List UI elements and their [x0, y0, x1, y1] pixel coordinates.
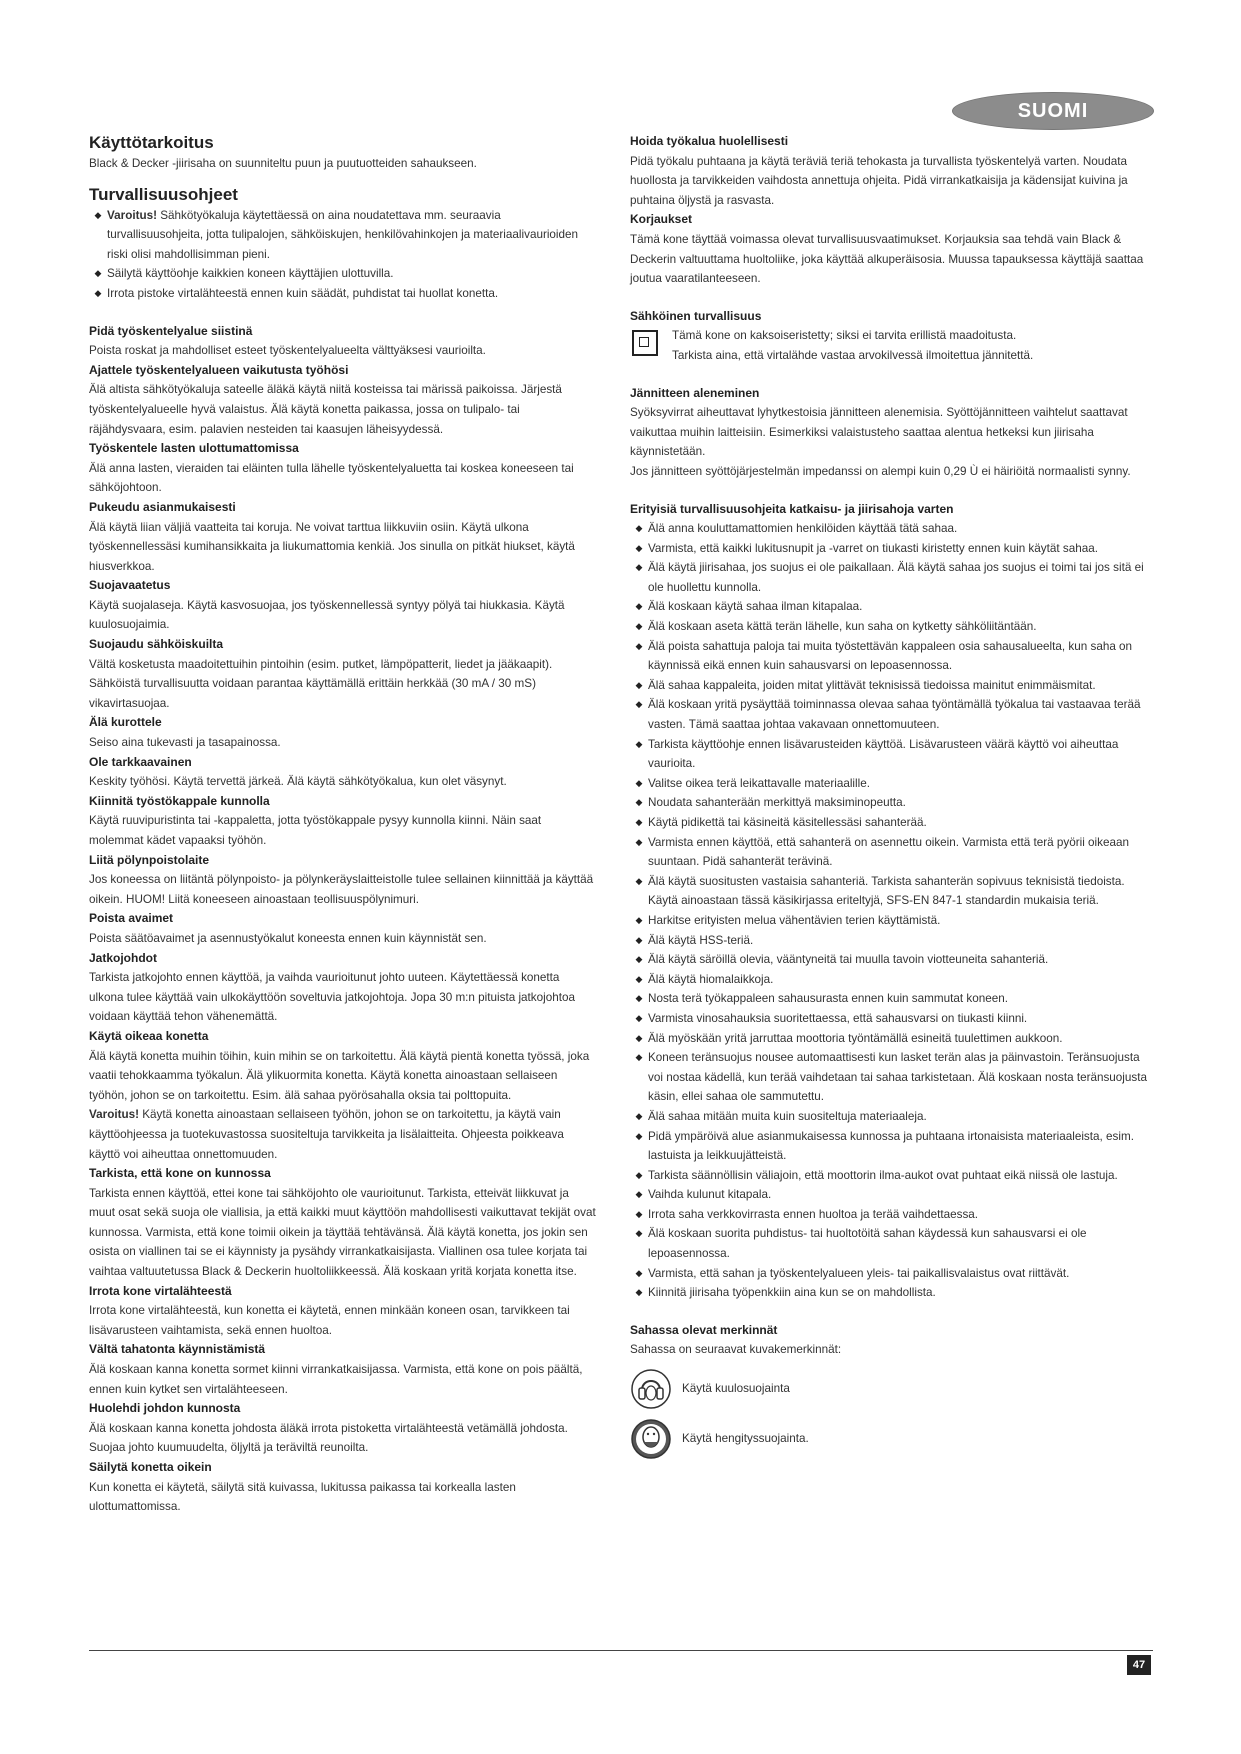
section-heading: Korjaukset: [630, 212, 693, 227]
section-heading: Työskentele lasten ulottumattomissa: [89, 441, 299, 456]
bullet-icon: ◆: [635, 1052, 643, 1063]
section-text: Älä altista sähkötyökaluja sateelle äläkä käytä niitä kosteissa tai märissä paikoissa. Järjestä työskentelyalueelle hyvä valaistus. Älä käytä konetta paikassa, jossa on tulipalo- tai räjähdysvaara, esim. palavien nesteiden tai kaasujen läheisyydessä.: [89, 383, 562, 436]
section-text: Jos koneessa on liitäntä pölynpoisto- ja pölynkeräyslaitteistolle tulee sellainen kiinnittää ja käyttää oikein. HUOM! Liitä koneeseen ainoastaan teollisuuspölynimuri.: [89, 873, 594, 906]
section-heading: Liitä pölynpoistolaite: [89, 852, 210, 867]
section-heading: Suojaudu sähköiskuilta: [89, 637, 224, 652]
bullet-icon: ◆: [94, 287, 102, 298]
ear-protection-label: [630, 1368, 1150, 1410]
list-item-text: Noudata sahanterään merkittyä maksiminopeutta.: [648, 796, 906, 810]
list-item: [89, 206, 597, 265]
bullet-icon: ◆: [635, 1208, 643, 1219]
section-text: Tämä kone on kaksoiseristetty; siksi ei tarvita erillistä maadoitusta.: [672, 329, 1017, 343]
bullet-icon: ◆: [635, 699, 643, 710]
section-heading: Hoida työkalua huolellisesti: [630, 134, 789, 148]
section-text: Älä anna lasten, vieraiden tai eläinten tulla lähelle työskentelyaluetta tai koskea koneeseen tai sähköjohtoon.: [89, 461, 574, 495]
section-heading: Kiinnitä työstökappale kunnolla: [89, 793, 270, 808]
intended-use-text: Black & Decker -jiirisaha on suunniteltu puun ja puutuotteiden sahaukseen.: [89, 157, 477, 170]
list-item-text: Älä anna kouluttamattomien henkilöiden käyttää tätä sahaa.: [648, 522, 958, 536]
list-item-text: Käytä pidikettä tai käsineitä käsitellessäsi sahanterää.: [648, 816, 927, 829]
section-text: Seiso aina tukevasti ja tasapainossa.: [89, 736, 281, 750]
list-item-text: Tarkista käyttöohje ennen lisävarusteiden käyttöä. Lisävarusteen väärä käyttö voi aiheuttaa vaurioita.: [648, 737, 1119, 771]
section-heading: Käytä oikeaa konetta: [89, 1028, 209, 1043]
list-item-text: Älä käytä suositusten vastaisia sahanteriä. Tarkista sahanterän sopivuus teknisistä tiedoista. Käytä ainoastaan tässä käsikirjassa eriteltyjä, SFS-EN 847-1 standardin mukaisia teriä.: [648, 874, 1125, 908]
section-heading: Säilytä konetta oikein: [89, 1460, 212, 1474]
list-item-text: Irrota saha verkkovirrasta ennen huoltoa ja terää vaihdettaessa.: [648, 1207, 979, 1221]
list-item-text: Älä käytä hiomalaikkoja.: [648, 972, 774, 986]
list-item: [630, 872, 1150, 911]
bullet-icon: ◆: [635, 523, 643, 534]
list-item-text: Harkitse erityisten melua vähentävien terien käyttämistä.: [648, 913, 941, 927]
bullet-icon: ◆: [635, 914, 643, 925]
bullet-icon: ◆: [635, 797, 643, 808]
list-item-text: Nosta terä työkappaleen sahausurasta ennen kuin sammutat koneen.: [648, 992, 1008, 1006]
list-item: [630, 539, 1150, 559]
section-text: Jos jännitteen syöttöjärjestelmän impedanssi on alempi kuin 0,29 Ù ei häiriöitä normaalisti synny.: [630, 464, 1131, 478]
list-item-text: Älä sahaa mitään muita kuin suositeltuja materiaaleja.: [648, 1109, 927, 1123]
section-heading: Sahassa olevat merkinnät: [630, 1322, 778, 1337]
list-item-text: Säilytä käyttöohje kaikkien koneen käyttäjien ulottuvilla.: [107, 267, 394, 281]
section-heading: Jännitteen aleneminen: [630, 385, 760, 400]
warning-text: Sähkötyökaluja käytettäessä on aina noudatettava mm. seuraavia turvallisuusohjeita, jotta tulipalojen, sähköiskujen, henkilövahinkojen ja materiaalivaurioiden riski olisi mahdollisimman pieni.: [107, 208, 579, 261]
list-item: [630, 597, 1150, 617]
bullet-icon: ◆: [635, 1228, 643, 1239]
list-item: [630, 519, 1150, 539]
section-heading: Huolehdi johdon kunnosta: [89, 1401, 241, 1416]
list-item-text: Älä koskaan yritä pysäyttää toiminnassa olevaa sahaa työntämällä työkalua tai vastaavaa terää vasten. Tämä saattaa johtaa vakavaan onnettomuuteen.: [648, 698, 1141, 732]
list-item-text: Älä sahaa kappaleita, joiden mitat ylittävät teknisissä tiedoissa mainitut enimmäismitat.: [648, 678, 1096, 692]
respiratory-protection-label: [630, 1418, 1150, 1460]
list-item-text: Vaihda kulunut kitapala.: [648, 1188, 772, 1202]
section-text: Käytä ruuvipuristinta tai -kappaletta, jotta työstökappale pysyy kunnolla kiinni. Näin saat molemmat kädet vapaaksi työhön.: [89, 814, 542, 847]
section-heading: Tarkista, että kone on kunnossa: [89, 1166, 271, 1181]
list-item: [630, 1166, 1150, 1186]
section-heading: Vältä tahatonta käynnistämistä: [89, 1342, 266, 1357]
list-item-text: Koneen teränsuojus nousee automaattisesti kun lasket terän alas ja päinvastoin. Teränsuojusta voi nostaa kädellä, kun terää vaihdetaan tai sahaa tarkistetaan. Älä koskaan nosta teränsuojusta käsin, ellei sahaa ole sammutettu.: [648, 1051, 1147, 1104]
list-item: [630, 1029, 1150, 1049]
section-heading: Sähköinen turvallisuus: [630, 308, 762, 323]
list-item: [630, 989, 1150, 1009]
bullet-icon: ◆: [635, 836, 643, 847]
section-text: Poista säätöavaimet ja asennustyökalut koneesta ennen kuin käynnistät sen.: [89, 931, 487, 945]
respiratory-protection-text: Käytä hengityssuojainta.: [682, 1432, 809, 1446]
section-text: Tarkista aina, että virtalähde vastaa arvokilvessä ilmoitettua jännitettä.: [672, 348, 1034, 362]
bullet-icon: ◆: [635, 1110, 643, 1121]
list-item-text: Valitse oikea terä leikattavalle materiaalille.: [648, 776, 870, 790]
list-item: [630, 970, 1150, 990]
list-item: [630, 1264, 1150, 1284]
list-item: [630, 1127, 1150, 1166]
list-item: [630, 735, 1150, 774]
list-item: [630, 1185, 1150, 1205]
section-text: Kun konetta ei käytetä, säilytä sitä kuivassa, lukitussa paikassa tai korkealla lasten ulottumattomissa.: [89, 1480, 516, 1514]
list-item-text: Varmista, että kaikki lukitusnupit ja -varret on tiukasti kiristetty ennen kuin käytät sahaa.: [648, 541, 1098, 555]
section-heading: Erityisiä turvallisuusohjeita katkaisu- ja jiirisahoja varten: [630, 501, 954, 516]
intended-use-title: Käyttötarkoitus: [89, 133, 214, 152]
list-item-text: Älä koskaan suorita puhdistus- tai huoltotöitä sahan käydessä kun sahausvarsi ei ole lepoasennossa.: [648, 1227, 1087, 1261]
list-item: [630, 813, 1150, 833]
list-item: [89, 264, 597, 284]
section-text: Tarkista jatkojohto ennen käyttöä, ja vaihda vaurioitunut johto uuteen. Käytettäessä konetta ulkona tulee käyttää vain ulkokäyttöön soveltuvia jatkojohtoja. Jopa 30 m:n pituista jatkojohtoa voidaan käyttää tehon vähenemättä.: [89, 971, 575, 1024]
section-text: Vältä kosketusta maadoitettuihin pintoihin (esim. putket, lämpöpatterit, liedet ja jääkaapit). Sähköistä turvallisuutta voidaan parantaa käyttämällä erittäin herkkää (30 mA / 30 mS) vikavirtasuojaa.: [89, 657, 553, 710]
ear-protection-icon: [630, 1368, 672, 1410]
bullet-icon: ◆: [635, 1169, 643, 1180]
list-item-text: Kiinnitä jiirisaha työpenkkiin aina kun se on mahdollista.: [648, 1286, 936, 1300]
bullet-icon: ◆: [635, 601, 643, 612]
bullet-icon: ◆: [635, 934, 643, 945]
section-text: Syöksyvirrat aiheuttavat lyhytkestoisia jännitteen alenemisia. Syöttöjännitteen vaihtelut saattavat vaikuttaa muihin laitteisiin. Esimerkiksi valaistusteho saattaa alentua hetkeksi kun jiirisaha käynnistetään.: [630, 406, 1128, 459]
respiratory-mask-icon: [630, 1418, 672, 1460]
section-text: Älä koskaan kanna konetta johdosta äläkä irrota pistoketta virtalähteestä vetämällä johdosta. Suojaa johto kuumuudelta, öljyltä ja teräviltä reunoilta.: [89, 1421, 568, 1455]
bullet-icon: ◆: [635, 1130, 643, 1141]
list-item-text: Pidä ympäröivä alue asianmukaisessa kunnossa ja puhtaana irtonaisista materiaaleista, esim. lastuista ja leikkuujätteistä.: [648, 1129, 1134, 1163]
list-item-text: Irrota pistoke virtalähteestä ennen kuin säädät, puhdistat tai huollat konetta.: [107, 286, 499, 300]
bullet-icon: ◆: [635, 777, 643, 788]
bullet-icon: ◆: [635, 542, 643, 553]
section-text: Sahassa on seuraavat kuvakemerkinnät:: [630, 1343, 842, 1357]
list-item-text: Älä käytä jiirisahaa, jos suojus ei ole paikallaan. Älä käytä sahaa jos suojus ei toimi tai jos sitä ei ole huollettu kunnolla.: [648, 561, 1144, 594]
safety-title: Turvallisuusohjeet: [89, 184, 238, 204]
bullet-icon: ◆: [635, 1287, 643, 1298]
list-item: [630, 558, 1150, 597]
warning-text: Käytä konetta ainoastaan sellaiseen työhön, johon se on tarkoitettu, ja käytä vain käyttöohjeessa ja tuotekuvastossa suositeltuja tarvikkeita ja lisälaitteita. Ohjeesta poikkeava käyttö voi aiheuttaa onnettomuuden.: [89, 1108, 564, 1161]
bullet-icon: ◆: [635, 640, 643, 651]
list-item-text: Varmista vinosahauksia suoritettaessa, että sahausvarsi on tiukasti kiinni.: [648, 1011, 1028, 1025]
list-item: [89, 284, 597, 304]
bullet-icon: ◆: [635, 817, 643, 827]
section-heading: Ole tarkkaavainen: [89, 754, 192, 769]
section-text: Irrota kone virtalähteestä, kun konetta ei käytetä, ennen minkään koneen osan, tarvikkeen tai lisävarusteen vaihtamista, sekä ennen huoltoa.: [89, 1304, 570, 1337]
list-item-text: Älä käytä HSS-teriä.: [648, 933, 754, 947]
list-item-text: Älä myöskään yritä jarruttaa moottoria työntämällä esineitä tuulettimen aukkoon.: [648, 1031, 1063, 1045]
list-item: [630, 1205, 1150, 1225]
language-badge: SUOMI: [952, 92, 1154, 130]
list-item-text: Älä poista sahattuja paloja tai muita työstettävän kappaleen osia sahausalueelta, kun saha on käynnissä eikä ennen kuin sahausvarsi on lepoasennossa.: [648, 639, 1133, 673]
right-column: [630, 132, 1150, 1460]
section-warning: [89, 1105, 597, 1164]
section-text: Poista roskat ja mahdolliset esteet työskentelyalueelta välttyäksesi vaurioilta.: [89, 344, 486, 358]
list-item: [630, 695, 1150, 734]
section-heading: Poista avaimet: [89, 911, 174, 926]
list-item-text: Älä käytä säröillä olevia, vääntyneitä tai muulla tavoin viotteuneita sahanteriä.: [648, 953, 1049, 967]
left-column: [89, 132, 597, 1517]
bullet-icon: ◆: [635, 954, 643, 965]
section-text: Älä koskaan kanna konetta sormet kiinni virrankatkaisijassa. Varmista, että kone on pois päältä, ennen kuin kytket sen virtalähteeseen.: [89, 1363, 583, 1396]
bullet-icon: ◆: [635, 621, 643, 632]
list-item: [630, 1107, 1150, 1127]
bullet-icon: ◆: [94, 268, 102, 279]
section-text: Keskity työhösi. Käytä tervettä järkeä. Älä käytä sähkötyökalua, kun olet väsynyt.: [89, 775, 507, 789]
footer-divider: [89, 1650, 1153, 1651]
list-item-text: Älä koskaan aseta kättä terän lähelle, kun saha on kytketty sähköliitäntään.: [648, 620, 1037, 634]
bullet-icon: ◆: [635, 973, 643, 984]
bullet-icon: ◆: [635, 875, 643, 886]
warning-label: Varoitus!: [107, 208, 158, 222]
list-item-text: Tarkista säännöllisin väliajoin, että moottorin ilma-aukot ovat puhtaat eikä niissä ole lastuja.: [648, 1168, 1118, 1182]
page-number: 47: [1127, 1655, 1151, 1675]
bullet-icon: ◆: [635, 679, 643, 690]
section-text: Älä käytä liian väljiä vaatteita tai koruja. Ne voivat tarttua liikkuviin osiin. Käytä ulkona työskennellessäsi kumihansikkaita ja liukumattomia kenkiä. Jos sinulla on pitkät hiukset, käytä hiusverkkoa.: [89, 520, 575, 573]
bullet-icon: ◆: [635, 993, 643, 1004]
section-heading: Irrota kone virtalähteestä: [89, 1283, 232, 1298]
section-text: Pidä työkalu puhtaana ja käytä teräviä teriä tehokasta ja turvallista työskentelyä varten. Noudata huollosta ja tarvikkeiden vaihdosta annettuja ohjeita. Pidä virrankatkaisija ja kädensijat kuivina ja puhtaina öljystä ja rasvasta.: [630, 154, 1128, 207]
section-text: Käytä suojalaseja. Käytä kasvosuojaa, jos työskennellessä syntyy pölyä tai hiukkasia. Käytä kuulosuojaimia.: [89, 598, 565, 632]
bullet-icon: ◆: [635, 562, 643, 573]
list-item-text: Varmista ennen käyttöä, että sahanterä on asennettu oikein. Varmista että terä pyörii oikeaan suuntaan. Pidä sahanterät terävinä.: [648, 835, 1129, 869]
bullet-icon: ◆: [94, 209, 102, 220]
list-item-text: Varmista, että sahan ja työskentelyalueen yleis- tai paikallisvalaistus ovat riittävät.: [648, 1266, 1070, 1280]
double-insulation-icon: [632, 330, 658, 356]
section-heading: Ajattele työskentelyalueen vaikutusta työhösi: [89, 362, 349, 377]
section-heading: Jatkojohdot: [89, 950, 157, 965]
list-item: [630, 617, 1150, 637]
list-item: [630, 1048, 1150, 1107]
section-heading: Suojavaatetus: [89, 578, 171, 593]
list-item: [630, 637, 1150, 676]
section-text: Älä käytä konetta muihin töihin, kuin mihin se on tarkoitettu. Älä käytä pientä konetta työssä, joka vaatii tehokkaamma työkalun. Älä ylikuormita konetta. Käytä konetta ainoastaan sellaiseen työhön, johon se on tarkoitettu. Esim. älä sahaa pyörösahalla oksia tai polttopuita.: [89, 1049, 590, 1102]
section-heading: Pidä työskentelyalue siistinä: [89, 323, 253, 338]
list-item: [630, 676, 1150, 696]
section-heading: Pukeudu asianmukaisesti: [89, 499, 236, 514]
list-item-text: Älä koskaan käytä sahaa ilman kitapalaa.: [648, 600, 863, 614]
warning-label: Varoitus!: [89, 1108, 140, 1122]
list-item: [630, 931, 1150, 951]
list-item: [630, 793, 1150, 813]
list-item: [630, 950, 1150, 970]
bullet-icon: ◆: [635, 738, 643, 749]
double-insulation-block: [630, 326, 1150, 365]
bullet-icon: ◆: [635, 1032, 643, 1043]
section-text: Tämä kone täyttää voimassa olevat turvallisuusvaatimukset. Korjauksia saa tehdä vain Black & Deckerin valtuuttama huoltoliike, joka käyttää alkuperäisosia. Muussa tapauksessa käyttäjä saattaa joutua vaaratilanteeseen.: [630, 232, 1144, 286]
list-item: [630, 1283, 1150, 1303]
bullet-icon: ◆: [635, 1189, 643, 1200]
list-item: [630, 911, 1150, 931]
list-item: [630, 1009, 1150, 1029]
section-heading: Älä kurottele: [89, 715, 162, 730]
ear-protection-text: Käytä kuulosuojainta: [682, 1382, 790, 1396]
list-item: [630, 1224, 1150, 1263]
list-item: [630, 833, 1150, 872]
section-text: Tarkista ennen käyttöä, ettei kone tai sähköjohto ole vaurioitunut. Tarkista, etteivät liikkuvat ja muut osat sekä suoja ole viallisia, ja että kaikki muut käyttöön mahdollisesti vaikuttavat tekijät ovat kunnossa. Varmista, että kone toimii oikein ja täyttää tehtävänsä. Älä käytä konetta, jos jokin sen osista on viallinen tai se ei käynnisty ja pysähdy virrankatkaisijasta. Viallinen osa tulee korjata tai vaihtaa valtuutetussa Black & Deckerin huoltoliikkeessä. Älä koskaan yritä korjata konetta itse.: [89, 1186, 596, 1279]
bullet-icon: ◆: [635, 1012, 643, 1023]
bullet-icon: ◆: [635, 1267, 643, 1278]
special-safety-list: [630, 519, 1150, 1303]
list-item: [630, 774, 1150, 794]
